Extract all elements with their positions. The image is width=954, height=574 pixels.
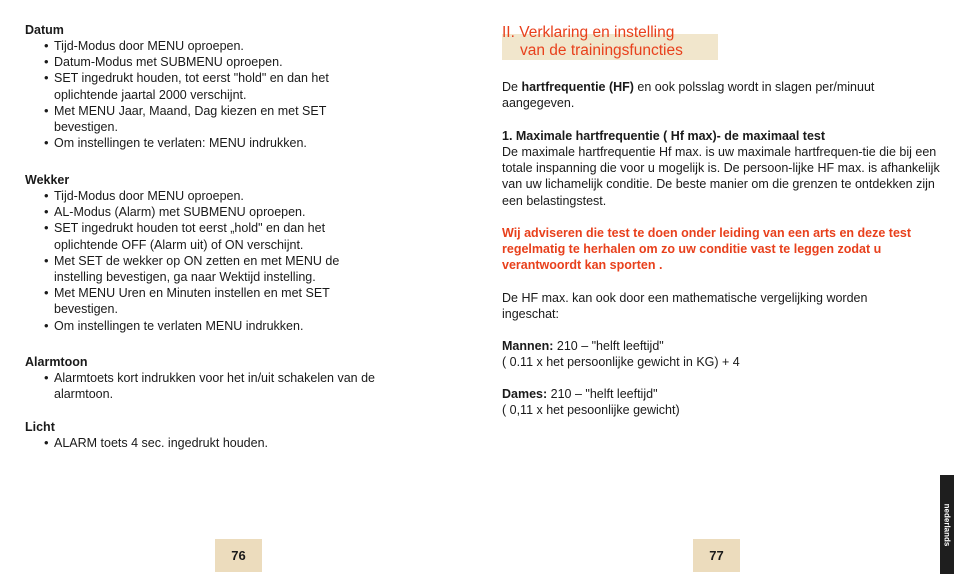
- intro-pre: De: [502, 80, 522, 94]
- alarmtoon-heading: Alarmtoon: [25, 355, 88, 369]
- warning-paragraph: Wij adviseren die test te doen onder leiding van een arts en deze test regelmatig te herhalen om zo uw conditie vast te leggen zodat u verantwoordt kan sporten .: [502, 226, 912, 273]
- list-item: • ALARM toets 4 sec. ingedrukt houden.: [44, 435, 389, 451]
- list-item: • Met MENU Uren en Minuten instellen en met SET bevestigen.: [44, 285, 389, 317]
- page-number-left: 76: [215, 539, 262, 572]
- section-title: [502, 24, 722, 59]
- wekker-heading: Wekker: [25, 173, 70, 187]
- list-item: • Tijd-Modus door MENU oproepen.: [44, 188, 389, 204]
- right-page: [477, 0, 954, 574]
- intro-post: en ook polsslag wordt in slagen per/minuut aangegeven.: [502, 80, 875, 111]
- list-item: • AL-Modus (Alarm) met SUBMENU oproepen.: [44, 204, 389, 220]
- datum-list: [44, 38, 389, 151]
- subheading: 1. Maximale hartfrequentie ( Hf max)- de maximaal test: [502, 129, 826, 143]
- language-tab: [940, 475, 954, 574]
- list-item: • Met SET de wekker op ON zetten en met MENU de instelling bevestigen, ga naar Wektijd instelling.: [44, 253, 389, 285]
- list-item: • Om instellingen te verlaten: MENU indrukken.: [44, 135, 389, 151]
- men-formula: [502, 338, 942, 370]
- men-formula-line2: ( 0.11 x het persoonlijke gewicht in KG) + 4: [502, 355, 740, 370]
- licht-list: [44, 435, 389, 451]
- women-formula-line2: ( 0,11 x het pesoonlijke gewicht): [502, 403, 680, 418]
- section-title-line1: II. Verklaring en instelling: [502, 24, 675, 41]
- list-item: • Tijd-Modus door MENU oproepen.: [44, 38, 389, 54]
- list-item: • SET ingedrukt houden, tot eerst "hold" en dan het oplichtende jaartal 2000 verschijnt.: [44, 70, 389, 102]
- list-item: • Datum-Modus met SUBMENU oproepen.: [44, 54, 389, 70]
- section-title-line2: van de trainingsfuncties: [520, 41, 683, 59]
- datum-heading: Datum: [25, 23, 64, 37]
- men-formula-text: 210 – "helft leeftijd": [553, 339, 664, 353]
- women-formula: [502, 386, 942, 418]
- alarmtoon-list: [44, 370, 389, 402]
- intro-paragraph: [502, 79, 882, 111]
- list-item: • Om instellingen te verlaten MENU indrukken.: [44, 318, 389, 334]
- page-number-right: 77: [693, 539, 740, 572]
- list-item: • SET ingedrukt houden tot eerst „hold" en dan het oplichtende OFF (Alarm uit) of ON verschijnt.: [44, 220, 389, 252]
- wekker-list: [44, 188, 389, 334]
- body-paragraph: De maximale hartfrequentie Hf max. is uw maximale hartfrequen-tie die bij een totale inspanning die voor u mogelijk is. De persoon-lijke HF max. is afhankelijk van uw lichamelijk conditie. De beste manier om die grenzen te ontdekken zijn een belastingstest.: [502, 145, 940, 208]
- list-item: • Alarmtoets kort indrukken voor het in/uit schakelen van de alarmtoon.: [44, 370, 389, 402]
- licht-heading: Licht: [25, 420, 55, 434]
- intro-bold: hartfrequentie (HF): [521, 80, 634, 94]
- women-label: Dames:: [502, 387, 548, 401]
- women-formula-text: 210 – "helft leeftijd": [547, 387, 658, 401]
- list-item: • Met MENU Jaar, Maand, Dag kiezen en met SET bevestigen.: [44, 103, 389, 135]
- men-label: Mannen:: [502, 339, 554, 353]
- formula-intro: De HF max. kan ook door een mathematische vergelijking worden ingeschat:: [502, 291, 868, 322]
- language-tab-label: nederlands: [942, 503, 952, 546]
